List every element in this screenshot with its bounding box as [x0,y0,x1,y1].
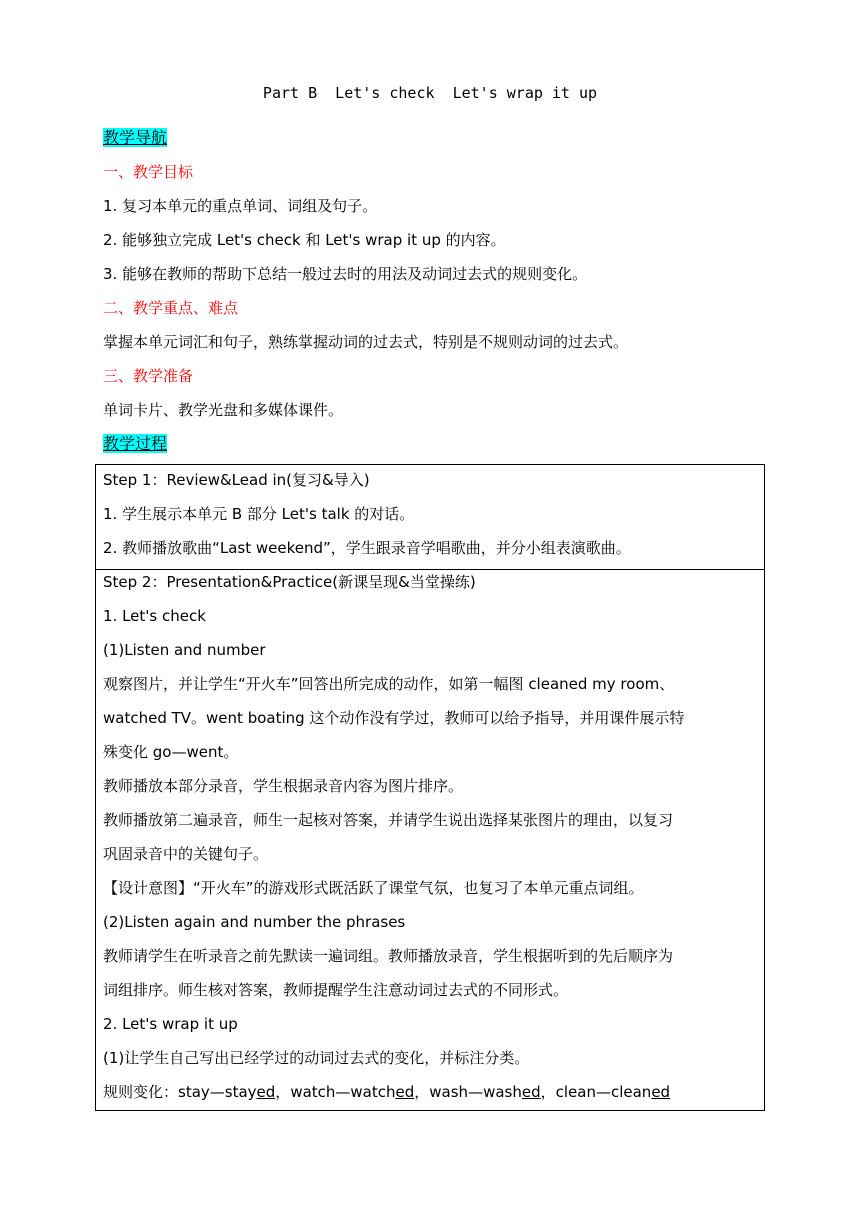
rule-pair-base: clean—clean [555,1083,652,1101]
goals-heading: 一、教学目标 [103,163,194,181]
process-table [95,464,765,1111]
step2-line: (1)让学生自己写出已经学过的动词过去式的变化，并标注分类。 [103,1049,530,1067]
step2-line: 教师播放本部分录音，学生根据录音内容为图片排序。 [103,777,464,795]
rule-pair-base: stay—stay [178,1083,257,1101]
preparation-heading: 三、教学准备 [103,367,194,385]
step2-line: watched TV。went boating 这个动作没有学过，教师可以给予指导，并用课件展示特 [103,709,685,727]
step2-line: 2. Let's wrap it up [103,1015,238,1033]
rule-pair-sep: ， [275,1083,291,1101]
goal-item: 3. 能够在教师的帮助下总结一般过去时的用法及动词过去式的规则变化。 [103,265,588,283]
step2-line: 观察图片，并让学生“开火车”回答出所完成的动作，如第一幅图 cleaned my room、 [103,675,675,693]
step2-line: (2)Listen again and number the phrases [103,913,406,931]
rule-label: 规则变化： [103,1083,179,1101]
step2-line: 【设计意图】“开火车”的游戏形式既活跃了课堂气氛，也复习了本单元重点词组。 [103,879,644,897]
rule-pair-suffix: ed [256,1083,276,1101]
step1-line: 1. 学生展示本单元 B 部分 Let's talk 的对话。 [103,505,415,523]
goal-item: 1. 复习本单元的重点单词、词组及句子。 [103,197,378,215]
step2-line: 词组排序。师生核对答案，教师提醒学生注意动词过去式的不同形式。 [103,981,569,999]
process-heading-text: 教学过程 [103,434,168,453]
rule-pair-sep: ， [540,1083,556,1101]
step2-title: Step 2：Presentation&Practice(新课呈现&当堂操练) [103,573,476,591]
rule-pair-base: wash—wash [429,1083,522,1101]
regular-change-line [103,1082,670,1102]
key-points-heading: 二、教学重点、难点 [103,299,239,317]
teaching-process-heading [103,434,167,454]
step2-line: 教师播放第二遍录音，师生一起核对答案，并请学生说出选择某张图片的理由，以复习 [103,811,674,829]
step2-line: 1. Let's check [103,607,206,625]
preparation-text: 单词卡片、教学光盘和多媒体课件。 [103,401,344,419]
step1-title: Step 1：Review&Lead in(复习&导入) [103,471,370,489]
rule-pair-suffix: ed [651,1083,671,1101]
teaching-nav-heading [103,128,167,148]
rule-pair-base: watch—watch [290,1083,396,1101]
rule-pair-suffix: ed [395,1083,415,1101]
nav-heading-text: 教学导航 [103,128,168,147]
rule-pair-sep: ， [414,1083,430,1101]
step2-line: 殊变化 go—went。 [103,743,239,761]
table-row-divider [96,569,764,570]
rule-pair-suffix: ed [521,1083,541,1101]
key-points-text: 掌握本单元词汇和句子，熟练掌握动词的过去式，特别是不规则动词的过去式。 [103,333,629,351]
step2-line: (1)Listen and number [103,641,266,659]
step1-line: 2. 教师播放歌曲“Last weekend”，学生跟录音学唱歌曲，并分小组表演歌曲。 [103,539,631,557]
page-title: Part B Let's check Let's wrap it up [262,84,598,102]
step2-line: 教师请学生在听录音之前先默读一遍词组。教师播放录音，学生根据听到的先后顺序为 [103,947,674,965]
goal-item: 2. 能够独立完成 Let's check 和 Let's wrap it up 的内容。 [103,231,506,249]
step2-line: 巩固录音中的关键句子。 [103,845,269,863]
